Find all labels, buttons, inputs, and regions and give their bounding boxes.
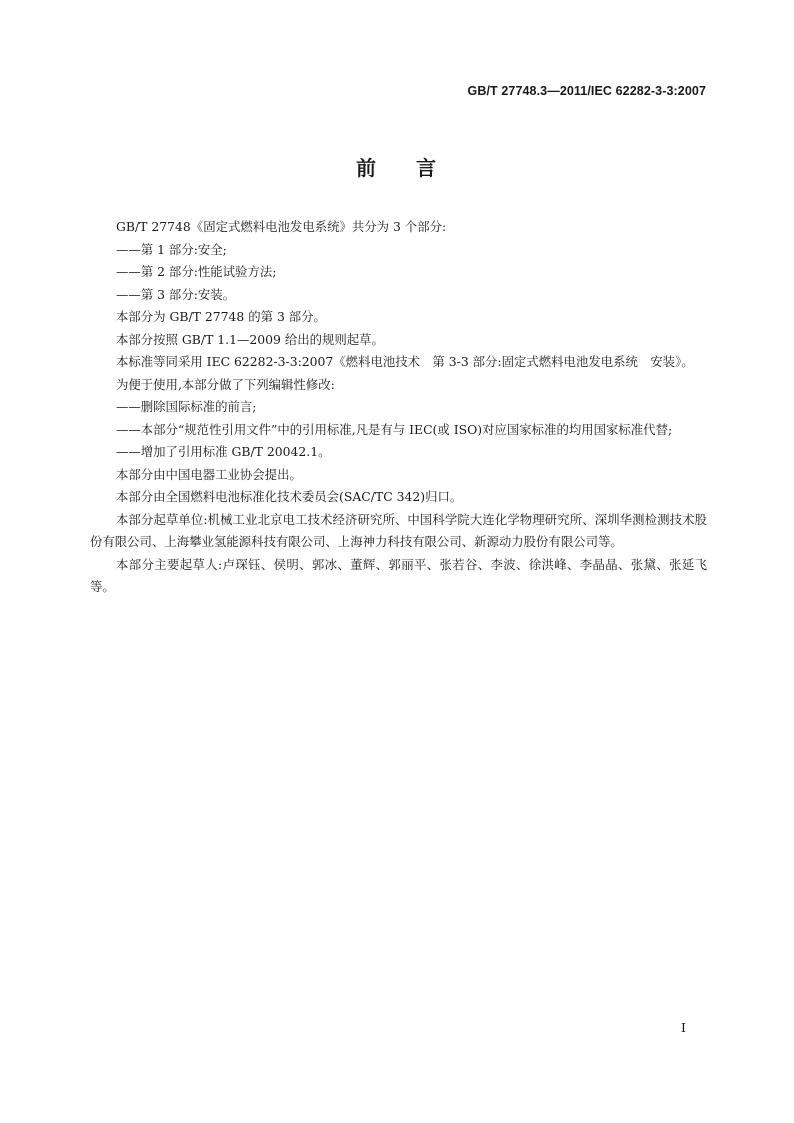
foreword-body: [90, 216, 707, 599]
paragraph-parts-intro: GB/T 27748《固定式燃料电池发电系统》共分为 3 个部分:: [116, 219, 447, 234]
paragraph-drafters: 本部分主要起草人:卢琛钰、侯明、郭冰、董辉、郭丽平、张若谷、李波、徐洪峰、李晶晶、张黛、张延飞等。: [90, 556, 707, 594]
title-char-2: 言: [416, 156, 438, 180]
standard-code-header: GB/T 27748.3—2011/IEC 62282-3-3:2007: [467, 84, 706, 98]
list-item-change-3: ——增加了引用标准 GB/T 20042.1。: [116, 444, 331, 459]
title-char-1: 前: [356, 156, 378, 180]
paragraph-administered-by: 本部分由全国燃料电池标准化技术委员会(SAC/TC 342)归口。: [116, 489, 463, 504]
list-item-change-2: ——本部分“规范性引用文件”中的引用标准,凡是有与 IEC(或 ISO)对应国家标准的均用国家标准代替;: [116, 421, 673, 437]
list-item-change-1: ——删除国际标准的前言;: [116, 399, 257, 414]
paragraph-adoption: 本标准等同采用 IEC 62282-3-3:2007《燃料电池技术 第 3-3 部分:固定式燃料电池发电系统 安装》。: [116, 354, 694, 369]
page-number: I: [681, 1020, 686, 1035]
list-item-part-3: ——第 3 部分:安装。: [116, 286, 236, 302]
paragraph-editorial-changes-intro: 为便于使用,本部分做了下列编辑性修改:: [116, 376, 335, 392]
paragraph-part-statement: 本部分为 GB/T 27748 的第 3 部分。: [116, 309, 326, 324]
paragraph-drafting-rules: 本部分按照 GB/T 1.1—2009 给出的规则起草。: [116, 331, 384, 347]
list-item-part-1: ——第 1 部分:安全;: [116, 241, 227, 257]
page-title: [0, 152, 794, 181]
list-item-part-2: ——第 2 部分:性能试验方法;: [116, 264, 277, 279]
paragraph-drafting-organizations: 本部分起草单位:机械工业北京电工技术经济研究所、中国科学院大连化学物理研究所、深圳华测检测技术股份有限公司、上海攀业氢能源科技有限公司、上海神力科技有限公司、新源动力股份有限公司等。: [90, 511, 707, 549]
paragraph-proposed-by: 本部分由中国电器工业协会提出。: [116, 466, 302, 482]
